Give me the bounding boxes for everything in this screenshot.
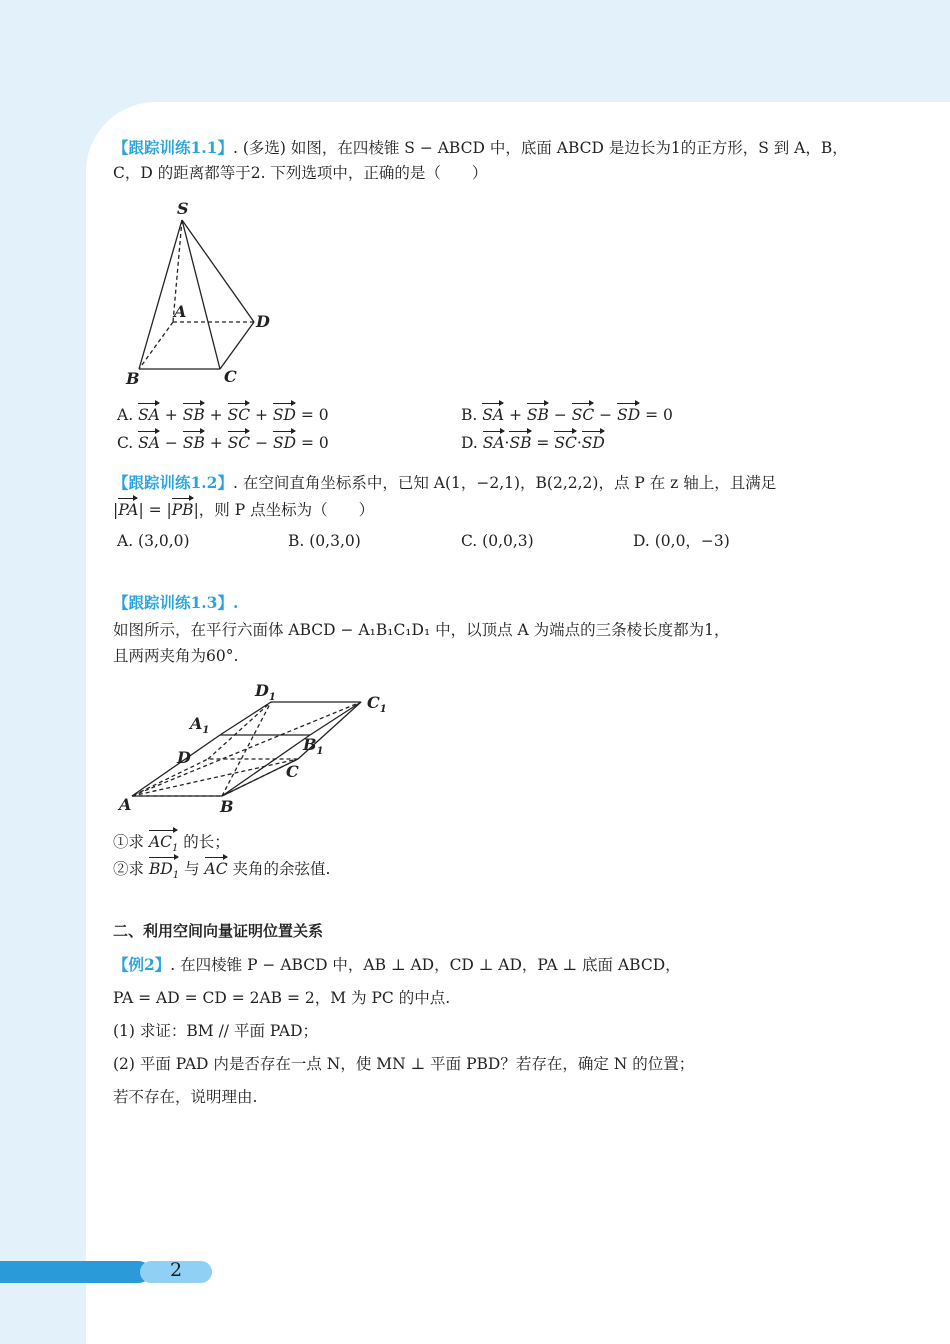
parallelepiped-figure bbox=[112, 676, 402, 826]
label-B1: $B_1$ bbox=[303, 735, 324, 757]
label-B: B bbox=[220, 797, 234, 816]
problem-1-3-q2: ②求 $BD_1$ 与 AC 夹角的余弦值. bbox=[113, 859, 330, 886]
option-1-2-C: C. (0,0,3) bbox=[461, 532, 534, 550]
edge-SB bbox=[139, 220, 182, 369]
diag-AC1 bbox=[132, 702, 361, 796]
edge-D1A1 bbox=[220, 702, 271, 735]
example-2-line4: (2) 平面 PAD 内是否存在一点 N，使 MN ⊥ 平面 PBD？若存在，确定 N 的位置； bbox=[113, 1055, 695, 1073]
diag-AC bbox=[132, 759, 298, 796]
label-C: C bbox=[286, 762, 299, 781]
vector-BD1: $BD_1$ bbox=[149, 859, 179, 886]
page-number: 2 bbox=[169, 1259, 183, 1281]
label-D1: $D_1$ bbox=[255, 681, 276, 703]
problem-1-2-line2: |PA| = |PB|，则 P 点坐标为（ ） bbox=[113, 501, 375, 519]
problem-1-2-tag: 【跟踪训练1.2】 bbox=[113, 473, 233, 492]
problem-1-2-line1: 【跟踪训练1.2】. 在空间直角坐标系中，已知 A(1，−2,1)，B(2,2,2)，点 P 在 z 轴上，且满足 bbox=[113, 473, 777, 492]
edge-AB bbox=[139, 322, 173, 369]
edge-CD bbox=[220, 322, 254, 369]
label-S: S bbox=[177, 199, 189, 218]
page-number-bar bbox=[0, 1261, 150, 1283]
label-A: A bbox=[174, 302, 187, 321]
diag-BD1 bbox=[222, 702, 271, 796]
option-1-1-D: D. SA·SB = SC·SD bbox=[461, 434, 605, 452]
label-D: D bbox=[177, 748, 191, 767]
label-C1: $C_1$ bbox=[367, 693, 387, 715]
option-1-1-A: A. SA + SB + SC + SD = 0 bbox=[117, 406, 329, 424]
option-1-1-C: C. SA − SB + SC − SD = 0 bbox=[117, 434, 329, 452]
problem-1-1-line1: 【跟踪训练1.1】. (多选) 如图，在四棱锥 S − ABCD 中，底面 ABCD 是边长为1的正方形，S 到 A，B， bbox=[113, 138, 848, 157]
example-2-line5: 若不存在，说明理由. bbox=[113, 1088, 258, 1106]
edge-SD bbox=[182, 220, 254, 322]
edge-SC bbox=[182, 220, 220, 369]
edge-B1C1 bbox=[310, 702, 361, 735]
problem-1-3-tag: 【跟踪训练1.3】 bbox=[113, 593, 233, 612]
label-C: C bbox=[224, 367, 237, 386]
option-1-1-B: B. SA + SB − SC − SD = 0 bbox=[461, 406, 673, 424]
problem-1-1-line2: C，D 的距离都等于2. 下列选项中，正确的是（ ） bbox=[113, 164, 488, 182]
problem-1-3-line1: 如图所示，在平行六面体 ABCD − A₁B₁C₁D₁ 中，以顶点 A 为端点的三条棱长度都为1， bbox=[113, 621, 730, 639]
vector-AC1: $AC_1$ bbox=[149, 832, 178, 859]
label-A1: $A_1$ bbox=[190, 714, 210, 736]
problem-1-1-tag: 【跟踪训练1.1】 bbox=[113, 138, 233, 157]
label-D: D bbox=[256, 312, 270, 331]
option-1-2-D: D. (0,0，−3) bbox=[633, 532, 730, 550]
pyramid-figure bbox=[118, 196, 288, 394]
example-2-line2: PA = AD = CD = 2AB = 2，M 为 PC 的中点. bbox=[113, 989, 451, 1007]
example-2-line1: 【例2】. 在四棱锥 P − ABCD 中，AB ⊥ AD，CD ⊥ AD，PA ⊥ 底面 ABCD， bbox=[113, 955, 681, 974]
problem-1-3-line2: 且两两夹角为60°. bbox=[113, 647, 239, 665]
edge-DD1 bbox=[208, 702, 271, 759]
option-1-2-B: B. (0,3,0) bbox=[288, 532, 361, 550]
option-1-2-A: A. (3,0,0) bbox=[117, 532, 190, 550]
section-2-heading: 二、利用空间向量证明位置关系 bbox=[113, 922, 324, 940]
label-A: A bbox=[119, 795, 132, 814]
problem-1-3-heading: 【跟踪训练1.3】. bbox=[113, 593, 239, 612]
problem-1-3-q1: ①求 $AC_1$ 的长； bbox=[113, 832, 230, 859]
example-2-tag: 【例2】 bbox=[113, 955, 171, 974]
vector-AC: AC bbox=[204, 860, 228, 878]
label-B: B bbox=[126, 369, 140, 388]
example-2-line3: (1) 求证：BM // 平面 PAD； bbox=[113, 1022, 318, 1040]
